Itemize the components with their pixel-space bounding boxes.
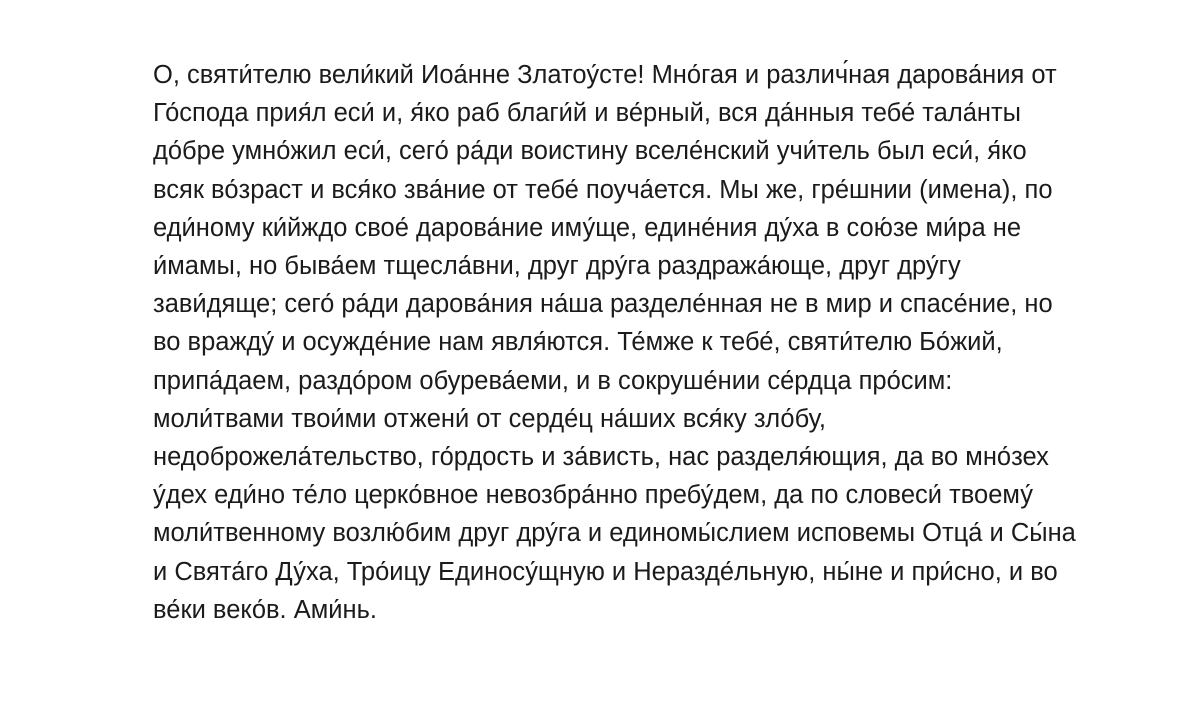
text-line-9: припа́даем, раздо́ром обурева́еми, и в сокруше́нии се́рдца про́сим: — [153, 366, 953, 395]
text-line-7: зави́дяще; сего́ ра́ди дарова́ния на́ша разделе́нная не в мир и спасе́ние, но — [153, 290, 1053, 319]
text-line-1: О, святи́телю вели́кий Иоа́нне Златоу́сте! Мно́гая и различ́ная дарова́ния от — [153, 61, 1057, 89]
prayer-text — [153, 56, 1153, 629]
text-line-5: еди́ному ки́йждо свое́ дарова́ние иму́ще, едине́ния ду́ха в сою́зе ми́ра не — [153, 213, 1022, 242]
text-line-14: и Свята́го Ду́ха, Тро́ицу Единосу́щную и Неразде́льную, ны́не и при́сно, и во — [153, 557, 1058, 586]
text-line-15: ве́ки веко́в. Ами́нь. — [153, 595, 377, 624]
text-line-11: недоброжела́тельство, го́рдость и за́висть, нас разделя́ющия, да во мно́зех — [153, 443, 1049, 472]
text-line-12: у́дех еди́но те́ло церко́вное невозбра́нно пребу́дем, да по словеси́ твоему́ — [153, 481, 1033, 510]
text-line-10: моли́твами твои́ми отжени́ от серде́ц на́ших вся́ку зло́бу, — [153, 404, 826, 433]
text-line-4: всяк во́зраст и вся́ко зва́ние от тебе́ поуча́ется. Мы же, гре́шнии (имена), по — [153, 175, 1053, 204]
text-line-3: до́бре умно́жил еси́, сего́ ра́ди воистину вселе́нский учи́тель был еси́, я́ко — [153, 137, 1027, 166]
text-line-2: Го́спода прия́л еси́ и, я́ко раб благи́й и ве́рный, вся да́нныя тебе́ тала́нты — [153, 99, 1021, 128]
text-line-6: и́мамы, но быва́ем тщесла́вни, друг дру́га раздража́юще, друг дру́гу — [153, 252, 961, 281]
text-line-13: моли́твенному возлю́бим друг дру́га и единомы́слием исповемы Отца́ и Сы́на — [153, 519, 1076, 548]
text-line-8: во вражду́ и осужде́ние нам явля́ются. Те́мже к тебе́, святи́телю Бо́жий, — [153, 328, 1003, 357]
